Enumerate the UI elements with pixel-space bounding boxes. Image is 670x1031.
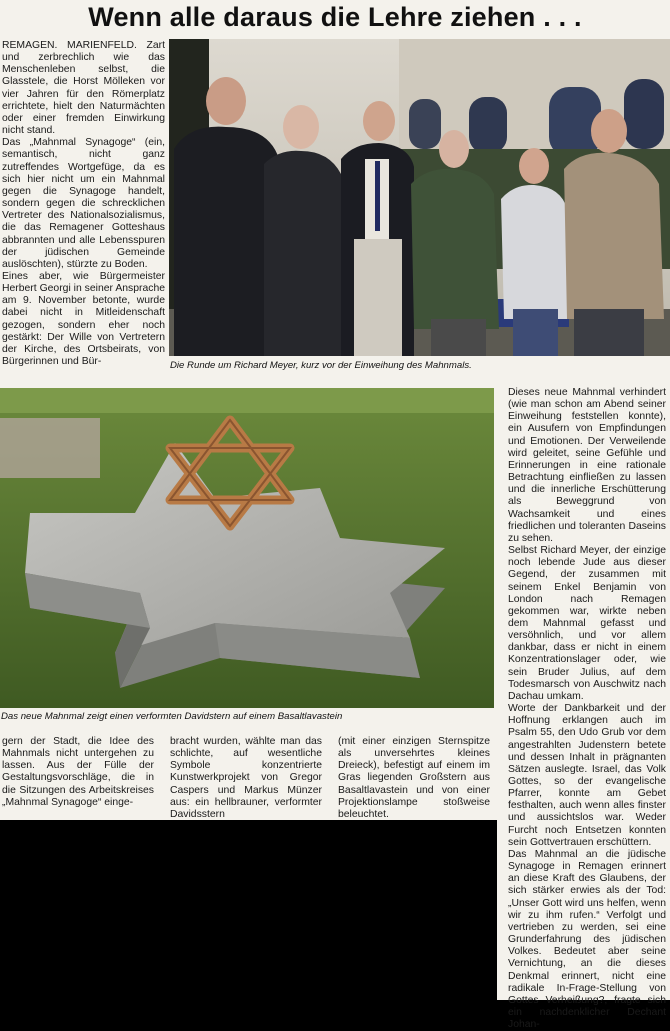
paragraph: (mit einer einzigen Sternspitze als unversehrtes kleines Dreieck), befestigt auf einem im Gras liegenden Großstern aus Basaltlavastein und von einer Projektionslampe stoßweise beleuchtet. [338,736,490,820]
paragraph: REMAGEN. MARIENFELD. Zart und zerbrechlich wie das Menschenleben selbst, die Glasstele, die Horst Mölleken vor vier Jahren für den Römerplatz errichtete, hielt den Naturmächten oder einer fremden Einwirkung nicht stand. [2,40,165,137]
paragraph: Das „Mahnmal Synagoge“ (ein, semantisch, nicht ganz zutreffendes Wortgefüge, da es sich hier nicht um ein Mahnmal gegen die Synagoge handelt, sondern gegen die schrecklichen Vertreter des Nationalsozialismus, die das Remagener Gotteshaus abbrannten und alle Lebensspuren der jüdischen Gemeinde auslöschten), stürzte zu Boden. [2,137,165,270]
paragraph: gern der Stadt, die Idee des Mahnmals nicht untergehen zu lassen. Aus der Fülle der Gestaltungsvorschläge, die in die Sitzungen des Arbeitskreises „Mahnmal Synagoge“ einge- [2,736,154,808]
article-column-bottom-3 [338,736,490,821]
article-column-bottom-2 [170,736,322,821]
group-photo [169,39,670,356]
monument-photo [0,388,494,708]
paragraph: Eines aber, wie Bürgermeister Herbert Georgi in seiner Ansprache am 9. November betonte, wurde dabei nicht in Mitleidenschaft gezogen, sondern eher noch gestärkt: Der Wille von Vertretern der Kirche, des Ortsbeirats, von Bürgerinnen und Bür- [2,270,165,368]
article-headline: Wenn alle daraus die Lehre ziehen . . . [88,2,582,32]
article-column-right [508,387,666,1031]
paragraph: Dieses neue Mahnmal verhindert (wie man schon am Abend seiner Einweihung feststellen konnte), ein Ausufern von Empfindungen und Emotionen. Der Verweilende wird geleitet, seine Gefühle und Erinnerungen in eine rationale Betrachtung einfließen zu lassen und die innerliche Erschütterung als Beweggrund von Wachsamkeit und eines friedlichen und toleranten Daseins zu sehen. [508,387,666,544]
paragraph: bracht wurden, wählte man das schlichte, auf wesentliche Symbole konzentrierte Kunstwerkprojekt von Gregor Caspers und Markus Münzer aus: ein hellbrauner, verformter Davidsstern [170,736,322,820]
paragraph: Das Mahnmal an die jüdische Synagoge in Remagen erinnert an diese Kraft des Glaubens, der sich stärker erwies als der Tod: „Unser Gott wird uns helfen, wenn wir zu ihm rufen.“ Verfolgt und vertrieben zu werden, sei eine Grunderfahrung des jüdischen Volkes. Bedeutet aber seine Vernichtung, an die dieses Denkmal erinnert, nicht eine radikale In-Frage-Stellung von Gottes Verheißung?, fragte sich ein nachdenklicher Dechant Johan- [508,848,666,1031]
article-column-left [2,40,165,368]
article-column-bottom-1 [2,736,154,809]
photo-caption-middle: Das neue Mahnmal zeigt einen verformten Davidstern auf einem Basaltlavastein [1,711,343,722]
paragraph: Selbst Richard Meyer, der einzige noch lebende Jude aus dieser Gegend, der zusammen mit seinem Enkel Benjamin von London nach Remagen gekommen war, wirkte neben dem Mahnmal gefasst und versöhnlich, und vor allem dankbar, dass er nicht in einem Konzentrationslager oder, wie sein Bruder Julius, auf dem Todesmarsch von Auschwitz nach Dachau umkam. [508,545,666,702]
photo-caption-top: Die Runde um Richard Meyer, kurz vor der Einweihung des Mahnmals. [170,360,472,371]
paragraph: Worte der Dankbarkeit und der Hoffnung erklangen auch im Psalm 55, den Udo Grub vor dem angestrahlten Judenstern betete und dessen Inhalt in prägnanten Sätzen auslegte. Israel, das Volk Gottes, so der evangelische Pfarrer, konnte am Gebet festhalten, auch wenn alles finster und aussichtslos war. Weder Furcht noch Entsetzen konnten sein Gottvertrauen erschüttern. [508,703,666,848]
